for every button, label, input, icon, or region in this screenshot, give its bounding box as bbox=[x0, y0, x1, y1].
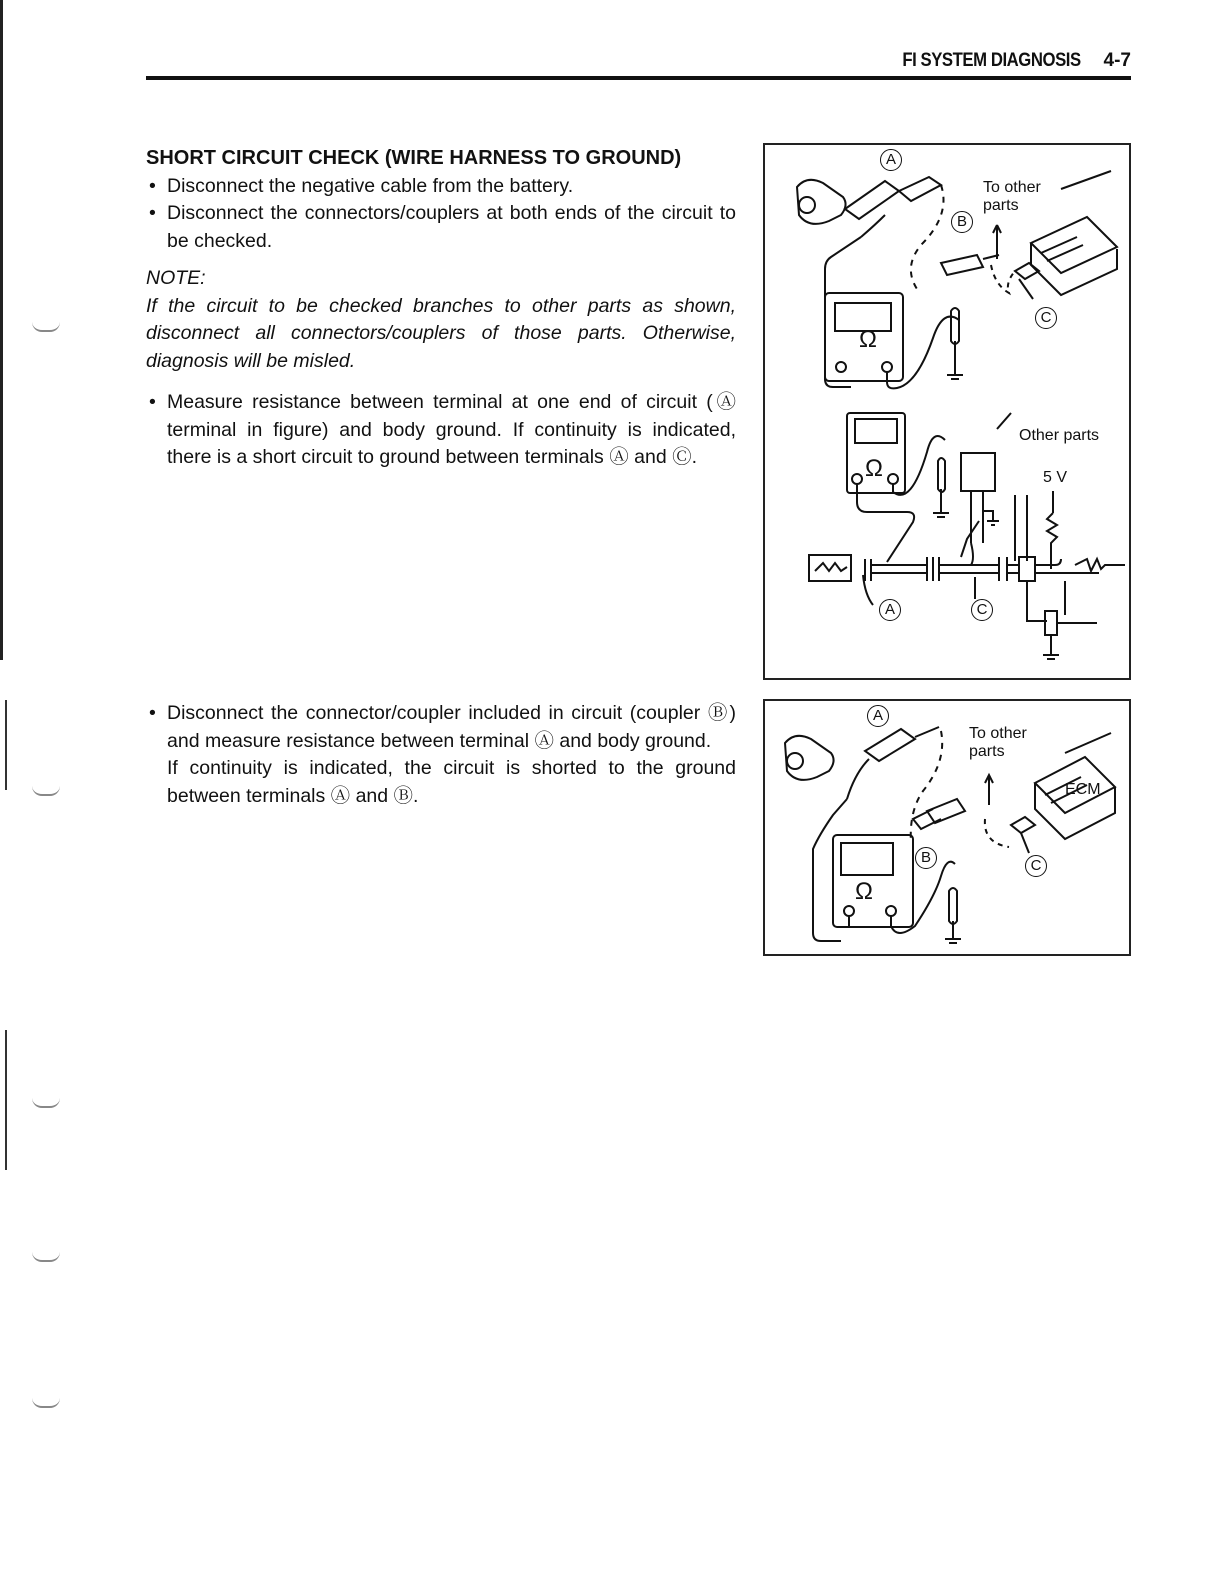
step-item: • Disconnect the connectors/couplers at both ends of the circuit to be checked. bbox=[146, 200, 736, 255]
to-other-parts-label: To other parts bbox=[983, 179, 1041, 214]
other-parts-label: Other parts bbox=[1019, 427, 1100, 444]
ohm-symbol: Ω bbox=[865, 455, 883, 482]
margin-mark bbox=[32, 1098, 60, 1108]
terminal-a-label: A bbox=[879, 599, 901, 621]
margin-mark bbox=[32, 786, 60, 796]
binding-edge bbox=[5, 700, 7, 790]
header-title: FI SYSTEM DIAGNOSIS bbox=[902, 50, 1081, 71]
step-list bbox=[146, 700, 736, 755]
section-title: SHORT CIRCUIT CHECK (WIRE HARNESS TO GROUND) bbox=[146, 147, 682, 169]
ecm-label: ECM bbox=[1065, 781, 1101, 798]
figure-drawing bbox=[765, 701, 1129, 954]
section-text bbox=[146, 145, 736, 472]
ohm-symbol: Ω bbox=[855, 878, 873, 905]
binding-edge bbox=[5, 1030, 7, 1170]
terminal-b-label: B bbox=[915, 847, 937, 869]
figure-coupler-check bbox=[763, 699, 1131, 956]
step-list bbox=[146, 173, 736, 256]
step-item: • Measure resistance between terminal at one end of circuit (Ⓐ terminal in figure) and body ground. If continuity is indicated, there is a short circuit to ground between terminals Ⓐ and Ⓒ. bbox=[146, 389, 736, 472]
margin-mark bbox=[32, 1252, 60, 1262]
step-item: • Disconnect the negative cable from the battery. bbox=[146, 173, 736, 201]
terminal-a-label: A bbox=[880, 149, 902, 171]
terminal-c-label: C bbox=[971, 599, 993, 621]
note-label: NOTE: bbox=[146, 267, 206, 289]
terminal-a-label: A bbox=[867, 705, 889, 727]
note-text: If the circuit to be checked branches to other parts as shown, disconnect all connectors/couplers of those parts. Otherwise, diagnosis will be misled. bbox=[146, 294, 736, 372]
margin-mark bbox=[32, 1398, 60, 1408]
page-number: 4-7 bbox=[1103, 50, 1131, 71]
terminal-c-label: C bbox=[1035, 307, 1057, 329]
step-followup: If continuity is indicated, the circuit is shorted to the ground between terminals Ⓐ and Ⓑ. bbox=[167, 757, 736, 807]
terminal-c-label: C bbox=[1025, 855, 1047, 877]
section-text bbox=[146, 700, 736, 810]
terminal-b-label: B bbox=[951, 211, 973, 233]
ohm-symbol: Ω bbox=[859, 326, 877, 353]
margin-mark bbox=[32, 322, 60, 332]
voltage-label: 5 V bbox=[1043, 469, 1068, 486]
binding-edge bbox=[0, 0, 3, 660]
to-other-parts-label: To other parts bbox=[969, 725, 1027, 760]
figure-short-circuit-check bbox=[763, 143, 1131, 680]
step-item: • Disconnect the connector/coupler included in circuit (coupler Ⓑ) and measure resistance between terminal Ⓐ and body ground. bbox=[146, 700, 736, 755]
page-header bbox=[146, 48, 1131, 80]
step-list bbox=[146, 389, 736, 472]
figure-drawing bbox=[765, 145, 1129, 678]
